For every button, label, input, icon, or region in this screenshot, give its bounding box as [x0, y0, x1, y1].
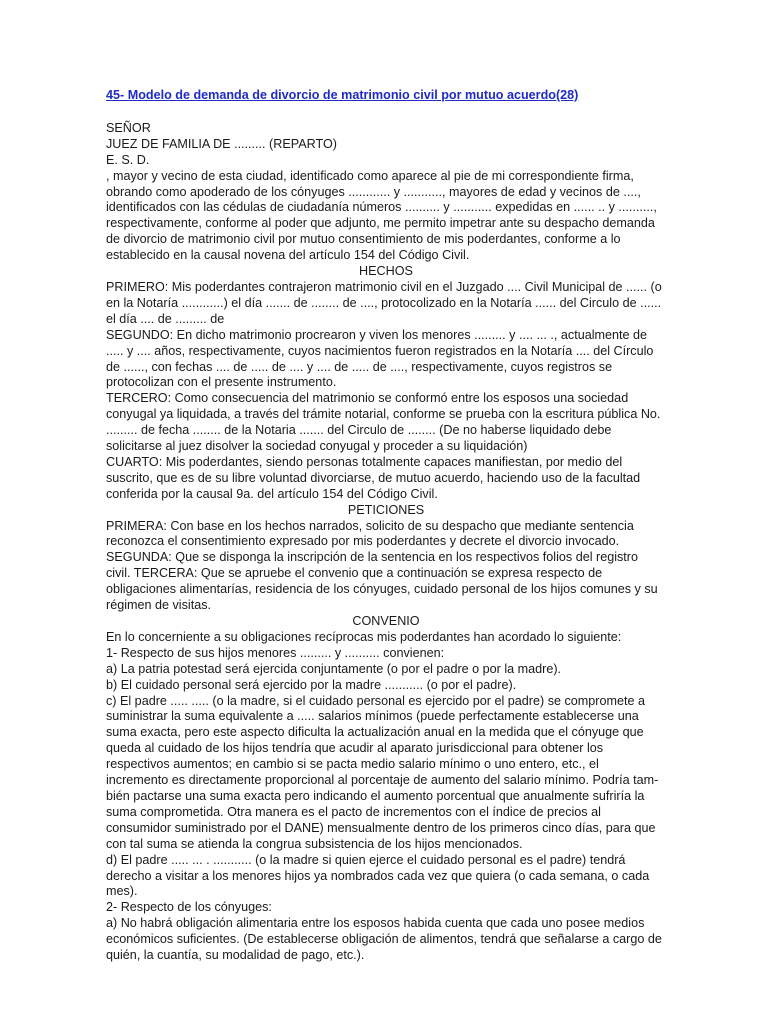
text-line: el día .... de ......... de [106, 311, 225, 326]
text-line: identificados con las cédulas de ciudadanía números .......... y ........... expedidas en ...... .. y .........., [106, 200, 657, 215]
text-line: CUARTO: Mis poderdantes, siendo personas totalmente capaces manifiestan, por medio del [106, 454, 623, 469]
text-line: mes). [106, 884, 138, 899]
text-line: en la Notaría ............) el día ....... de ........ de ...., protocolizado en la Notaría ...... del Circulo de ...... [106, 295, 662, 310]
text-line: PRIMERO: Mis poderdantes contrajeron matrimonio civil en el Juzgado .... Civil Municipal de ...... (o [106, 279, 662, 294]
text-line: d) El padre ..... ... . ........... (o la madre si quien ejerce el cuidado personal es el padre) tendrá [106, 852, 626, 867]
section-heading: HECHOS [359, 264, 413, 279]
text-line: consumidor suministrado por el DANE) mensualmente dentro de los primeros cinco días, para que [106, 820, 656, 835]
text-line: SEGUNDA: Que se disponga la inscripción de la sentencia en los respectivos folios del registro [106, 550, 639, 565]
text-line: suministrar la suma equivalente a ..... salarios mínimos (puede perfectamente establecerse una [106, 709, 639, 724]
text-line: respectivamente, conforme al poder que adjunto, me permito impetrar ante su despacho demanda [106, 216, 655, 231]
text-line: con tal suma se atienda la congrua subsistencia de los hijos mencionados. [106, 836, 523, 851]
text-line: derecho a visitar a los menores hijos ya nombrados cada vez que quiera (o cada semana, o cada [106, 868, 650, 883]
text-line: E. S. D. [106, 152, 150, 167]
text-line: obligaciones alimentarías, residencia de los cónyuges, cuidado personal de los hijos comunes y su [106, 582, 658, 597]
section-heading: PETICIONES [347, 502, 425, 517]
text-line: suma exacta, pero este aspecto dificulta la actualización anual en la medida que el cónyuge que [106, 725, 644, 740]
text-line: quién, la cuantía, su modalidad de pago, etc.). [106, 948, 365, 963]
text-line: 2- Respecto de los cónyuges: [106, 900, 272, 915]
text-line: , mayor y vecino de esta ciudad, identificado como aparece al pie de mi correspondiente firma, [106, 168, 634, 183]
text-line: JUEZ DE FAMILIA DE ......... (REPARTO) [106, 136, 337, 151]
text-line: c) El padre ..... ..... (o la madre, si el cuidado personal es ejercido por el padre) se compromete a [106, 693, 645, 708]
section-heading: CONVENIO [352, 614, 420, 628]
text-line: régimen de visitas. [106, 598, 211, 613]
text-line: solicitarse al juez disolver la sociedad conyugal y proceder a su liquidación) [106, 439, 528, 454]
text-line: En lo concerniente a su obligaciones recíprocas mis poderdantes han acordado lo siguiente: [106, 629, 622, 644]
text-line: de ......, con fechas .... de ..... de .... y .... de ..... de ...., respectivamente, cuyos registros se [106, 359, 613, 374]
text-line: obrando como apoderado de los cónyuges ............ y ..........., mayores de edad y vecinos de ...., [106, 184, 641, 199]
text-line: b) El cuidado personal será ejercido por la madre ........... (o por el padre). [106, 677, 517, 692]
text-line: reconozca el consentimiento expresado por mis poderdantes y decrete el divorcio invocado. [106, 534, 620, 549]
text-line: civil. TERCERA: Que se apruebe el convenio que a continuación se expresa respecto de [106, 566, 603, 581]
document-title[interactable]: 45- Modelo de demanda de divorcio de matrimonio civil por mutuo acuerdo(28) [106, 88, 579, 102]
text-line: a) La patria potestad será ejercida conjuntamente (o por el padre o por la madre). [106, 661, 562, 676]
text-line: ......... de fecha ........ de la Notaria ....... del Circulo de ........ (De no haberse liquidado debe [106, 423, 612, 438]
text-line: establecido en la causal novena del artículo 154 del Código Civil. [106, 248, 470, 263]
document-body [106, 88, 666, 964]
text-line: SEÑOR [106, 120, 151, 135]
text-line: conyugal ya liquidada, a través del trámite notarial, conforme se prueba con la escritura pública No. [106, 407, 661, 422]
text-line: protocolizan con el presente instrumento. [106, 375, 337, 390]
text-line: a) No habrá obligación alimentaria entre los esposos habida cuenta que cada uno posee medios [106, 916, 645, 931]
text-line: SEGUNDO: En dicho matrimonio procrearon y viven los menores ......... y .... ... ., actualmente de [106, 327, 648, 342]
text-line: suscrito, que es de su libre voluntad divorciarse, de mutuo acuerdo, haciendo uso de la facultad [106, 470, 641, 485]
document-text [106, 121, 666, 964]
text-line: suma comprometida. Otra manera es el pacto de incrementos con el índice de precios al [106, 804, 601, 819]
text-line: incremento es directamente proporcional al porcentaje de aumento del salario mínimo. Podría tam- [106, 773, 659, 788]
text-line: TERCERO: Como consecuencia del matrimonio se conformó entre los esposos una sociedad [106, 391, 629, 406]
text-line: conferida por la causal 9a. del artículo 154 del Código Civil. [106, 486, 438, 501]
text-line: queda al cuidado de los hijos tendría que acudir al aparato jurisdiccional para obtener los [106, 741, 604, 756]
text-line: PRIMERA: Con base en los hechos narrados, solicito de su despacho que mediante sentencia [106, 518, 634, 533]
text-line: bién pactarse una suma exacta pero indicando el aumento porcentual que anualmente sufriría la [106, 788, 645, 803]
text-line: ..... y .... años, respectivamente, cuyos nacimientos fueron registrados en la Notaría .... del Círculo [106, 343, 654, 358]
text-line: respectivos aumentos; en cambio si se pacta medio salario mínimo o uno entero, etc., el [106, 757, 599, 772]
text-line: de divorcio de matrimonio civil por mutuo consentimiento de mis poderdantes, conforme a lo [106, 232, 621, 247]
text-line: 1- Respecto de sus hijos menores ......... y .......... convienen: [106, 645, 445, 660]
text-line: económicos suficientes. (De establecerse obligación de alimentos, tendrá que señalarse a cargo de [106, 932, 662, 947]
